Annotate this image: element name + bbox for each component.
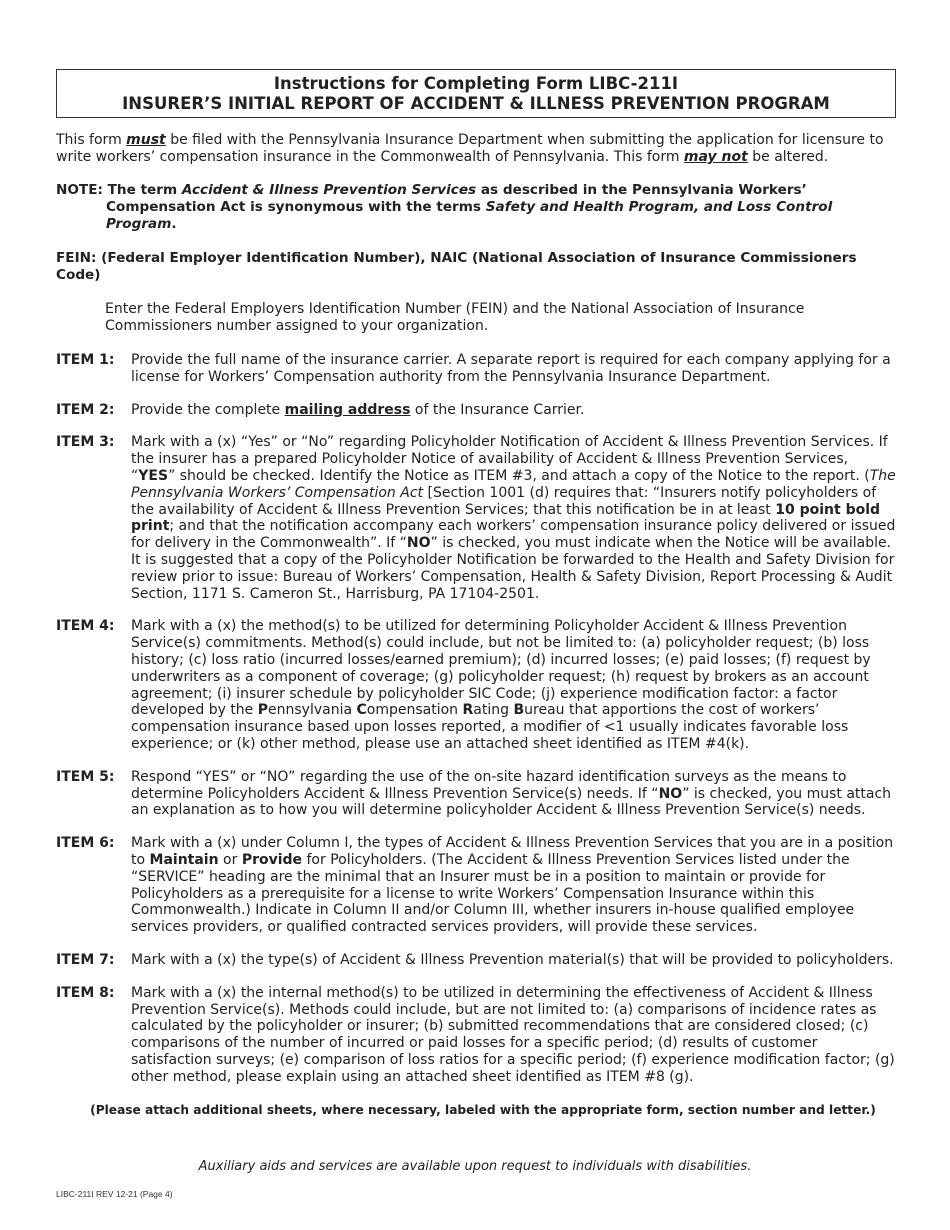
item-6 [56,835,896,936]
item-label: ITEM 1: [56,352,115,368]
may-not-emphasis: may not [683,149,748,165]
item-text: Mark with a (x) the method(s) to be utilized for determining Policyholder Accident & Illness Prevention Service(s) commitments. Method(s) could include, but not be limited to: (a) policyholder request; (b) loss history; (c) loss ratio (incurred losses/earned premium); (d) incurred losses; (e) paid losses; (f) request by underwriters as a component of coverage; (g) policyholder request; (h) request by brokers as an account agreement; (i) insurer schedule by policyholder SIC Code; (j) experience modification factor: a factor developed by the Pennsylvania Compensation Rating Bureau that apportions the cost of workers’ compensation insurance based upon losses reported, a modifier of <1 usually indicates favorable loss experience; or (k) other method, please use an attached sheet identified as ITEM #4(k). [131,618,871,752]
item-8 [56,985,896,1086]
item-text: Mark with a (x) “Yes” or “No” regarding Policyholder Notification of Accident & Illness Prevention Services. If the insurer has a prepared Policyholder Notice of availability of Accident & Illness Prevention Services, “YES” should be checked. Identify the Notice as ITEM #3, and attach a copy of the Notice to the report. (The Pennsylvania Workers’ Compensation Act [Section 1001 (d) requires that: “Insurers notify policyholders of the availability of Accident & Illness Prevention Services; that this notification be in at least 10 point bold print; and that the notification accompany each workers’ compensation insurance policy delivered or issued for delivery in the Commonwealth”. If “NO” is checked, you must indicate when the Notice will be available. It is suggested that a copy of the Policyholder Notification be forwarded to the Health and Safety Division for review prior to issue: Bureau of Workers’ Compensation, Health & Safety Division, Report Processing & Audit Section, 1171 S. Cameron St., Harrisburg, PA 17104-2501. [131,434,896,602]
fein-heading: FEIN: (Federal Employer Identification Number), NAIC (National Association of Insurance Commissioners Code) [56,250,857,283]
must-emphasis: must [126,132,166,148]
item-text: Mark with a (x) the internal method(s) to be utilized in determining the effectiveness of Accident & Illness Prevention Service(s). Methods could include, but are not limited to: (a) comparisons of incidence rates as calculated by the policyholder or insurer; (b) submitted recommendations that are considered closed; (c) comparisons of the number of incurred or paid losses for a specific period; (d) results of customer satisfaction surveys; (e) comparison of loss ratios for a specific period; (f) experience modification factor; (g) other method, please explain using an attached sheet identified as ITEM #8 (g). [131,984,895,1085]
attach-note: (Please attach additional sheets, where necessary, labeled with the appropriate form, section number and letter.) [90,1103,876,1118]
item-label: ITEM 8: [56,984,115,1001]
item-label: ITEM 6: [56,835,115,852]
form-title: Instructions for Completing Form LIBC-211I [273,74,679,93]
fein-description: Enter the Federal Employers Identification Number (FEIN) and the National Association of Insurance Commissioners number assigned to your organization. [105,301,805,334]
form-code: LIBC-211I REV 12-21 (Page 4) [56,1189,173,1199]
item-2 [56,402,896,419]
item-3 [56,434,896,602]
note-paragraph: NOTE: The term Accident & Illness Prevention Services as described in the Pennsylvania Workers’ Compensation Act is synonymous with the terms Safety and Health Program, and Loss Control Program. [56,182,833,232]
item-text: Respond “YES” or “NO” regarding the use of the on-site hazard identification surveys as the means to determine Policyholders Accident & Illness Prevention Service(s) needs. If “NO” is checked, you must attach an explanation as to how you will determine policyholder Accident & Illness Prevention Service(s) needs. [131,768,892,819]
auxiliary-aids-note: Auxiliary aids and services are available upon request to individuals with disabilities. [198,1159,752,1174]
instructions-page [56,69,896,1118]
item-text: Provide the complete mailing address of the Insurance Carrier. [131,401,585,418]
item-text: Mark with a (x) the type(s) of Accident & Illness Prevention material(s) that will be provided to policyholders. [131,951,894,968]
item-7 [56,952,896,969]
item-label: ITEM 4: [56,618,115,635]
item-5 [56,769,896,819]
item-label: ITEM 7: [56,951,115,968]
item-label: ITEM 2: [56,401,115,418]
item-text: Provide the full name of the insurance carrier. A separate report is required for each company applying for a license for Workers’ Compensation authority from the Pennsylvania Insurance Department. [131,352,891,385]
item-label: ITEM 5: [56,768,115,785]
intro-paragraph: This form must be filed with the Pennsylvania Insurance Department when submitting the application for licensure to write workers’ compensation insurance in the Commonwealth of Pennsylvania. This form may not be altered. [56,132,884,165]
title-box [56,69,896,118]
item-4 [56,618,896,752]
mailing-address-emphasis: mailing address [284,401,411,418]
item-label: ITEM 3: [56,434,115,451]
item-text: Mark with a (x) under Column I, the types of Accident & Illness Prevention Services that you are in a position to Maintain or Provide for Policyholders. (The Accident & Illness Prevention Services listed under the “SERVICE” heading are the minimal that an Insurer must be in a position to maintain or provide for Policyholders as a prerequisite for a license to write Workers’ Compensation Insurance within this Commonwealth.) Indicate in Column II and/or Column III, whether insurers in-house qualified employee services providers, or qualified contracted services providers, will provide these services. [131,835,894,936]
form-subtitle: INSURER’S INITIAL REPORT OF ACCIDENT & ILLNESS PREVENTION PROGRAM [122,94,830,113]
item-1 [56,352,896,386]
